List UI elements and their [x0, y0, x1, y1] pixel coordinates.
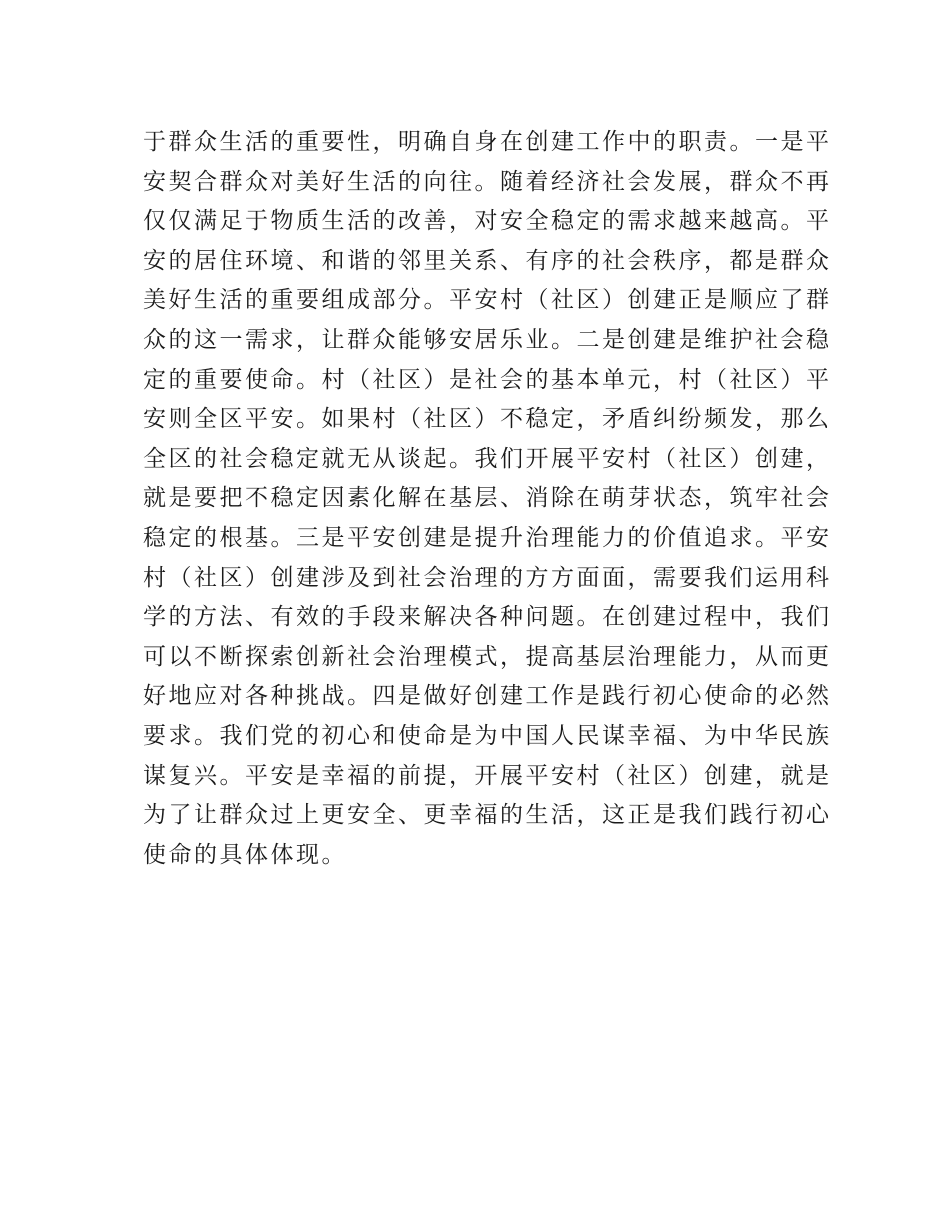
- text-line: 全区的社会稳定就无从谈起。我们开展平安村（社区）创建，: [143, 445, 832, 472]
- text-line: 好地应对各种挑战。四是做好创建工作是践行初心使命的必然: [143, 683, 832, 710]
- text-line: 学的方法、有效的手段来解决各种问题。在创建过程中，我们: [143, 604, 832, 631]
- text-line: 仅仅满足于物质生活的改善，对安全稳定的需求越来越高。平: [143, 208, 832, 235]
- text-line: 安的居住环境、和谐的邻里关系、有序的社会秩序，都是群众: [143, 247, 832, 274]
- text-line: 安则全区平安。如果村（社区）不稳定，矛盾纠纷频发，那么: [143, 406, 832, 433]
- text-line: 定的重要使命。村（社区）是社会的基本单元，村（社区）平: [143, 366, 832, 393]
- text-line: 可以不断探索创新社会治理模式，提高基层治理能力，从而更: [143, 643, 832, 670]
- text-line: 美好生活的重要组成部分。平安村（社区）创建正是顺应了群: [143, 287, 832, 314]
- text-line: 村（社区）创建涉及到社会治理的方方面面，需要我们运用科: [143, 564, 832, 591]
- text-line: 于群众生活的重要性，明确自身在创建工作中的职责。一是平: [143, 129, 832, 155]
- text-line: 安契合群众对美好生活的向往。随着经济社会发展，群众不再: [143, 168, 832, 195]
- text-line: 众的这一需求，让群众能够安居乐业。二是创建是维护社会稳: [143, 326, 832, 353]
- text-line: 就是要把不稳定因素化解在基层、消除在萌芽状态，筑牢社会: [143, 485, 832, 512]
- text-line: 稳定的根基。三是平安创建是提升治理能力的价值追求。平安: [143, 524, 832, 551]
- text-line: 为了让群众过上更安全、更幸福的生活，这正是我们践行初心: [143, 802, 832, 829]
- body-paragraph: [143, 123, 832, 875]
- text-line: 使命的具体体现。: [143, 841, 347, 868]
- text-line: 谋复兴。平安是幸福的前提，开展平安村（社区）创建，就是: [143, 762, 832, 789]
- text-line: 要求。我们党的初心和使命是为中国人民谋幸福、为中华民族: [143, 722, 832, 749]
